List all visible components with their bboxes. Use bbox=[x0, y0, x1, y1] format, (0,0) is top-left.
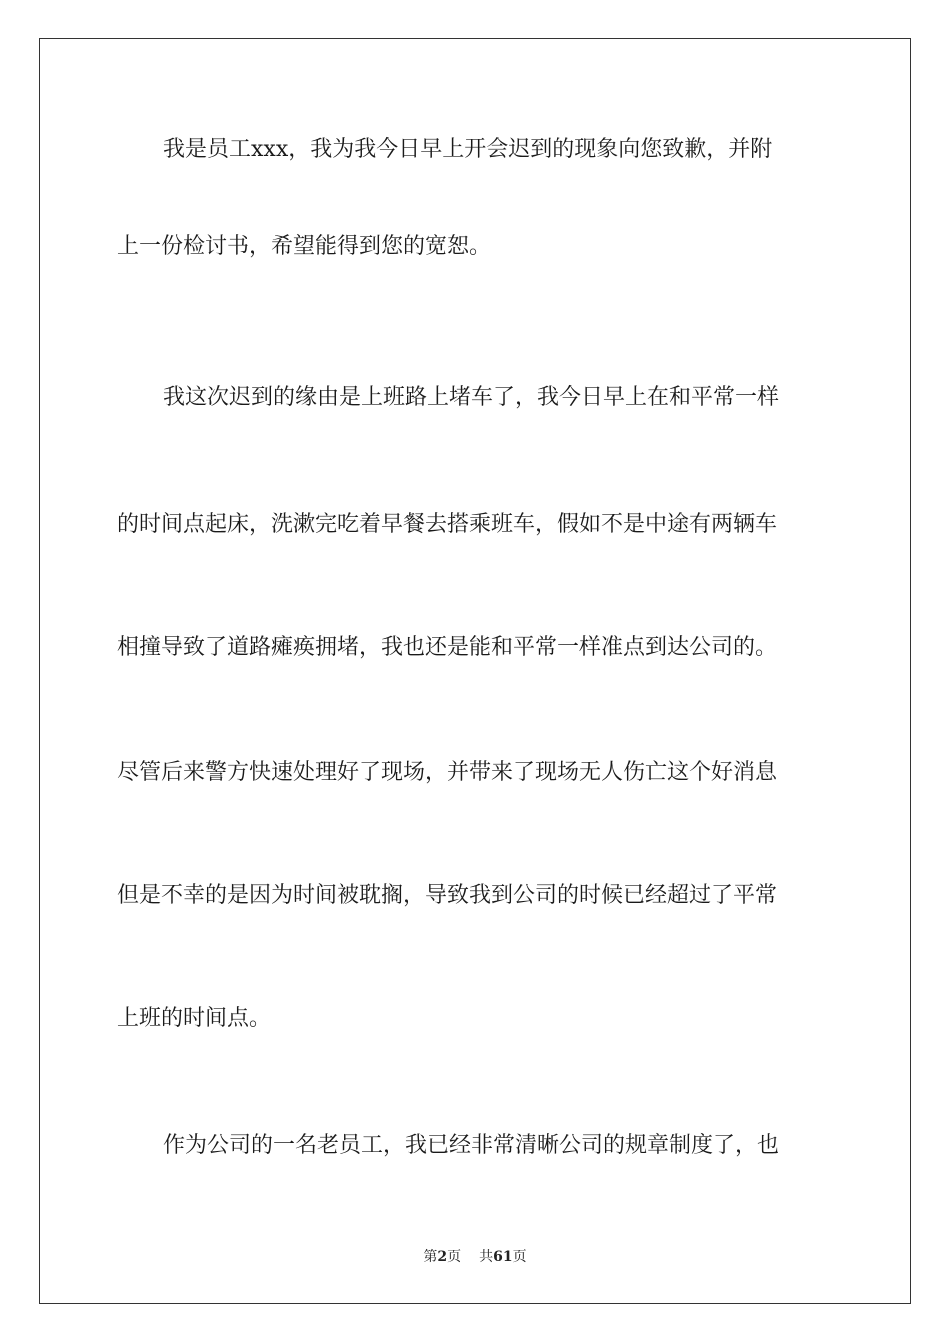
paragraph-line: 的时间点起床，洗漱完吃着早餐去搭乘班车，假如不是中途有两辆车 bbox=[117, 512, 778, 537]
page-number: 2 bbox=[437, 1249, 448, 1265]
paragraph-line: 上班的时间点。 bbox=[117, 1006, 272, 1031]
paragraph-line: 我是员工xxx，我为我今日早上开会迟到的现象向您致歉，并附 bbox=[163, 137, 773, 162]
paragraph-line: 尽管后来警方快速处理好了现场，并带来了现场无人伤亡这个好消息 bbox=[117, 760, 778, 785]
page-suffix: 页 bbox=[447, 1249, 462, 1265]
total-suffix: 页 bbox=[512, 1249, 527, 1265]
paragraph-line: 我这次迟到的缘由是上班路上堵车了，我今日早上在和平常一样 bbox=[163, 385, 780, 410]
total-pages: 61 bbox=[493, 1249, 513, 1265]
paragraph-line: 作为公司的一名老员工，我已经非常清晰公司的规章制度了，也 bbox=[163, 1133, 780, 1158]
paragraph-line: 上一份检讨书，希望能得到您的宽恕。 bbox=[117, 234, 492, 259]
total-prefix: 共 bbox=[479, 1249, 494, 1265]
paragraph-line: 相撞导致了道路瘫痪拥堵，我也还是能和平常一样准点到达公司的。 bbox=[117, 635, 778, 660]
paragraph-line: 但是不幸的是因为时间被耽搁，导致我到公司的时候已经超过了平常 bbox=[117, 883, 778, 908]
page-border bbox=[39, 38, 911, 1304]
page-footer bbox=[0, 1248, 950, 1266]
page-prefix: 第 bbox=[423, 1249, 438, 1265]
